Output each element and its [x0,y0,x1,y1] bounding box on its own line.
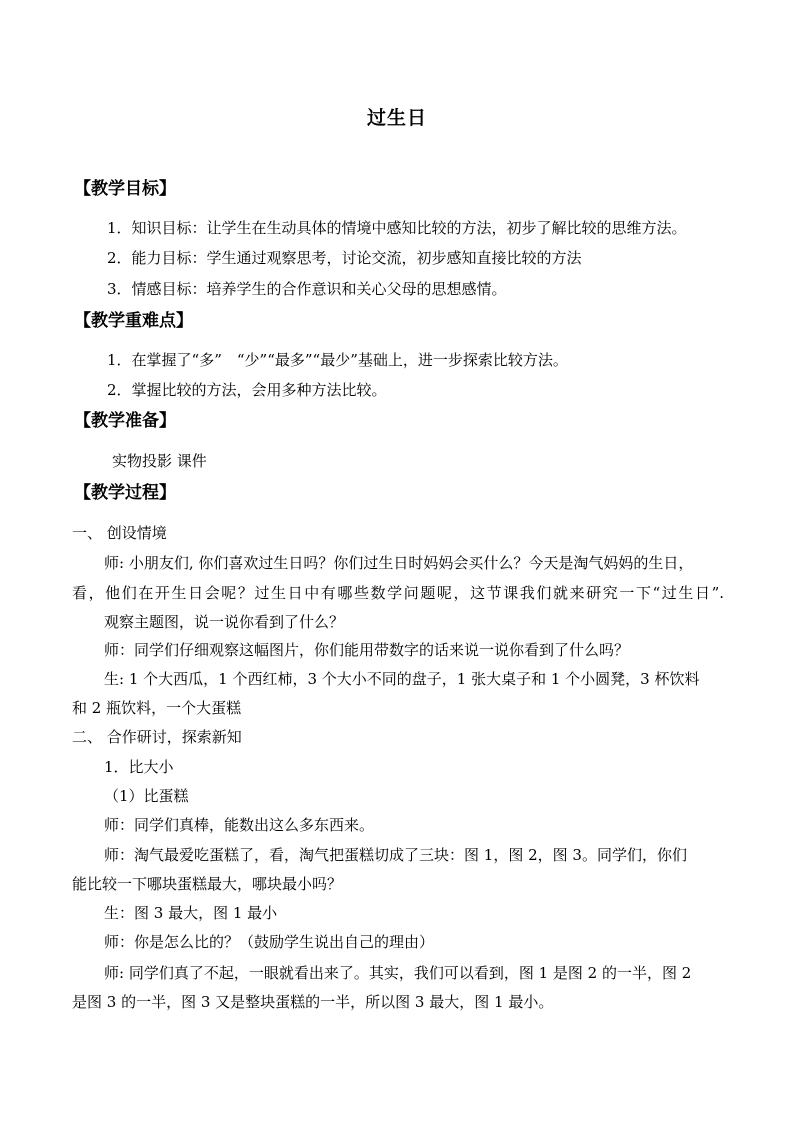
body-line: 生: 1 个大西瓜，1 个西红柿，3 个大小不同的盘子，1 张大桌子和 1 个小圆凳，3 杯饮料 [104,670,700,688]
subsection-heading: 1．比大小 [104,758,174,776]
body-line: 师：同学们真棒，能数出这么多东西来。 [104,816,375,834]
preparation-text: 实物投影 课件 [112,452,207,470]
body-line: 师：同学们仔细观察这幅图片，你们能用带数字的话来说一说你看到了什么吗？ [104,641,630,659]
body-line: 师：淘气最爱吃蛋糕了，看，淘气把蛋糕切成了三块：图 1，图 2，图 3。同学们，你们 [104,846,687,864]
key-point-2: 2．掌握比较的方法，会用多种方法比较。 [107,381,387,399]
body-line: 师: 同学们真了不起，一眼就看出来了。其实，我们可以看到，图 1 是图 2 的一半，图 2 [104,964,692,982]
preparation-heading: 【教学准备】 [74,411,176,431]
goal-item-2: 2．能力目标：学生通过观察思考，讨论交流，初步感知直接比较的方法 [107,249,582,267]
goal-item-1: 1．知识目标：让学生在生动具体的情境中感知比较的方法，初步了解比较的思维方法。 [107,219,687,237]
key-points-heading: 【教学重难点】 [74,311,193,331]
body-line: 是图 3 的一半，图 3 又是整块蛋糕的一半，所以图 3 最大，图 1 最小。 [72,993,554,1011]
document-title: 过生日 [366,107,427,129]
process-heading: 【教学过程】 [74,483,176,503]
body-line: 看，他们在开生日会呢？过生日中有哪些数学问题呢，这节课我们就来研究一下“过生日”. [72,584,724,602]
body-line: 师: 小朋友们, 你们喜欢过生日吗？你们过生日时妈妈会买什么？今天是淘气妈妈的生日， [104,554,694,572]
body-line: 和 2 瓶饮料，一个大蛋糕 [72,699,242,717]
key-point-1: 1．在掌握了“多” “少”“最多”“最少”基础上，进一步探索比较方法。 [107,351,568,369]
body-line: 能比较一下哪块蛋糕最大，哪块最小吗？ [72,875,343,893]
body-line: 观察主题图，说一说你看到了什么？ [104,613,345,631]
section-heading-2: 二、 合作研讨，探索新知 [72,728,242,746]
subsection-heading: （1）比蛋糕 [104,787,189,805]
goal-item-3: 3．情感目标：培养学生的合作意识和关心父母的思想感情。 [107,280,507,298]
goals-heading: 【教学目标】 [74,179,176,199]
body-line: 生：图 3 最大，图 1 最小 [104,904,278,922]
body-line: 师：你是怎么比的？（鼓励学生说出自己的理由） [104,933,435,951]
section-heading-1: 一、 创设情境 [72,524,167,542]
